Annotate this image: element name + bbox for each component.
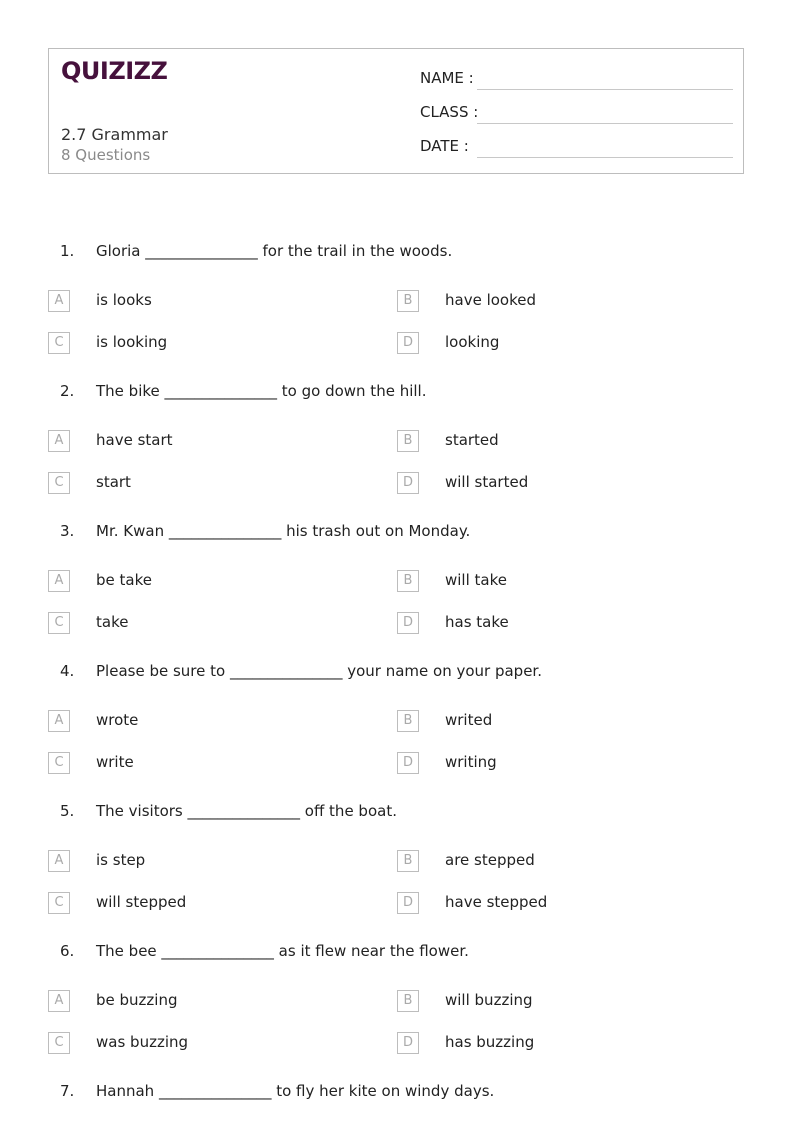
- worksheet-title: 2.7 Grammar: [61, 125, 168, 144]
- option-text: is looking: [96, 333, 168, 351]
- option-letter-box[interactable]: D: [397, 472, 419, 494]
- class-line: [477, 123, 733, 124]
- option-letter-box[interactable]: B: [397, 430, 419, 452]
- option-letter-box[interactable]: D: [397, 752, 419, 774]
- option-letter-box[interactable]: B: [397, 990, 419, 1012]
- question-1: [0, 242, 794, 264]
- option-letter-box[interactable]: A: [48, 290, 70, 312]
- option-letter-box[interactable]: C: [48, 892, 70, 914]
- question-number: 3.: [60, 522, 75, 540]
- option-letter-box[interactable]: B: [397, 290, 419, 312]
- name-label: NAME :: [420, 69, 474, 87]
- class-field[interactable]: [420, 103, 733, 127]
- option-letter-box[interactable]: C: [48, 752, 70, 774]
- option-letter-box[interactable]: A: [48, 570, 70, 592]
- option-text: be buzzing: [96, 991, 178, 1009]
- question-text: Hannah _______________ to fly her kite on windy days.: [96, 1082, 495, 1100]
- option-letter-box[interactable]: C: [48, 1032, 70, 1054]
- question-text: Gloria _______________ for the trail in the woods.: [96, 242, 453, 260]
- name-field[interactable]: [420, 69, 733, 93]
- question-6: [0, 942, 794, 964]
- question-text: The bike _______________ to go down the hill.: [96, 382, 427, 400]
- question-text: The visitors _______________ off the boat.: [96, 802, 397, 820]
- date-field[interactable]: [420, 137, 733, 161]
- question-number: 7.: [60, 1082, 75, 1100]
- date-label: DATE :: [420, 137, 469, 155]
- question-5: [0, 802, 794, 824]
- option-text: was buzzing: [96, 1033, 189, 1051]
- question-text: Please be sure to _______________ your name on your paper.: [96, 662, 542, 680]
- option-text: are stepped: [445, 851, 535, 869]
- option-letter-box[interactable]: A: [48, 430, 70, 452]
- option-text: started: [445, 431, 499, 449]
- question-number: 5.: [60, 802, 75, 820]
- option-letter-box[interactable]: C: [48, 332, 70, 354]
- question-text: Mr. Kwan _______________ his trash out on Monday.: [96, 522, 471, 540]
- question-number: 2.: [60, 382, 75, 400]
- question-count: 8 Questions: [61, 146, 151, 164]
- option-text: will take: [445, 571, 507, 589]
- quizizz-logo: QUIZIZZ: [61, 57, 168, 85]
- option-letter-box[interactable]: A: [48, 850, 70, 872]
- option-letter-box[interactable]: C: [48, 472, 70, 494]
- worksheet-header: [48, 48, 744, 174]
- option-letter-box[interactable]: D: [397, 612, 419, 634]
- option-text: writing: [445, 753, 497, 771]
- question-number: 1.: [60, 242, 75, 260]
- option-text: write: [96, 753, 134, 771]
- option-text: be take: [96, 571, 152, 589]
- option-text: will buzzing: [445, 991, 533, 1009]
- option-text: will stepped: [96, 893, 187, 911]
- question-3: [0, 522, 794, 544]
- question-number: 4.: [60, 662, 75, 680]
- question-text: The bee _______________ as it flew near the flower.: [96, 942, 469, 960]
- option-letter-box[interactable]: B: [397, 570, 419, 592]
- option-text: is looks: [96, 291, 152, 309]
- option-text: has take: [445, 613, 509, 631]
- option-letter-box[interactable]: A: [48, 990, 70, 1012]
- name-line: [477, 89, 733, 90]
- option-letter-box[interactable]: D: [397, 332, 419, 354]
- option-text: have looked: [445, 291, 536, 309]
- option-text: wrote: [96, 711, 139, 729]
- class-label: CLASS :: [420, 103, 479, 121]
- option-text: writed: [445, 711, 493, 729]
- option-letter-box[interactable]: D: [397, 1032, 419, 1054]
- question-number: 6.: [60, 942, 75, 960]
- option-letter-box[interactable]: C: [48, 612, 70, 634]
- question-2: [0, 382, 794, 404]
- option-text: has buzzing: [445, 1033, 535, 1051]
- question-4: [0, 662, 794, 684]
- option-text: will started: [445, 473, 529, 491]
- option-letter-box[interactable]: B: [397, 710, 419, 732]
- question-7: [0, 1082, 794, 1104]
- option-text: have start: [96, 431, 173, 449]
- option-text: take: [96, 613, 129, 631]
- option-letter-box[interactable]: D: [397, 892, 419, 914]
- option-text: looking: [445, 333, 500, 351]
- option-text: is step: [96, 851, 146, 869]
- date-line: [477, 157, 733, 158]
- option-text: start: [96, 473, 131, 491]
- option-text: have stepped: [445, 893, 548, 911]
- option-letter-box[interactable]: B: [397, 850, 419, 872]
- option-letter-box[interactable]: A: [48, 710, 70, 732]
